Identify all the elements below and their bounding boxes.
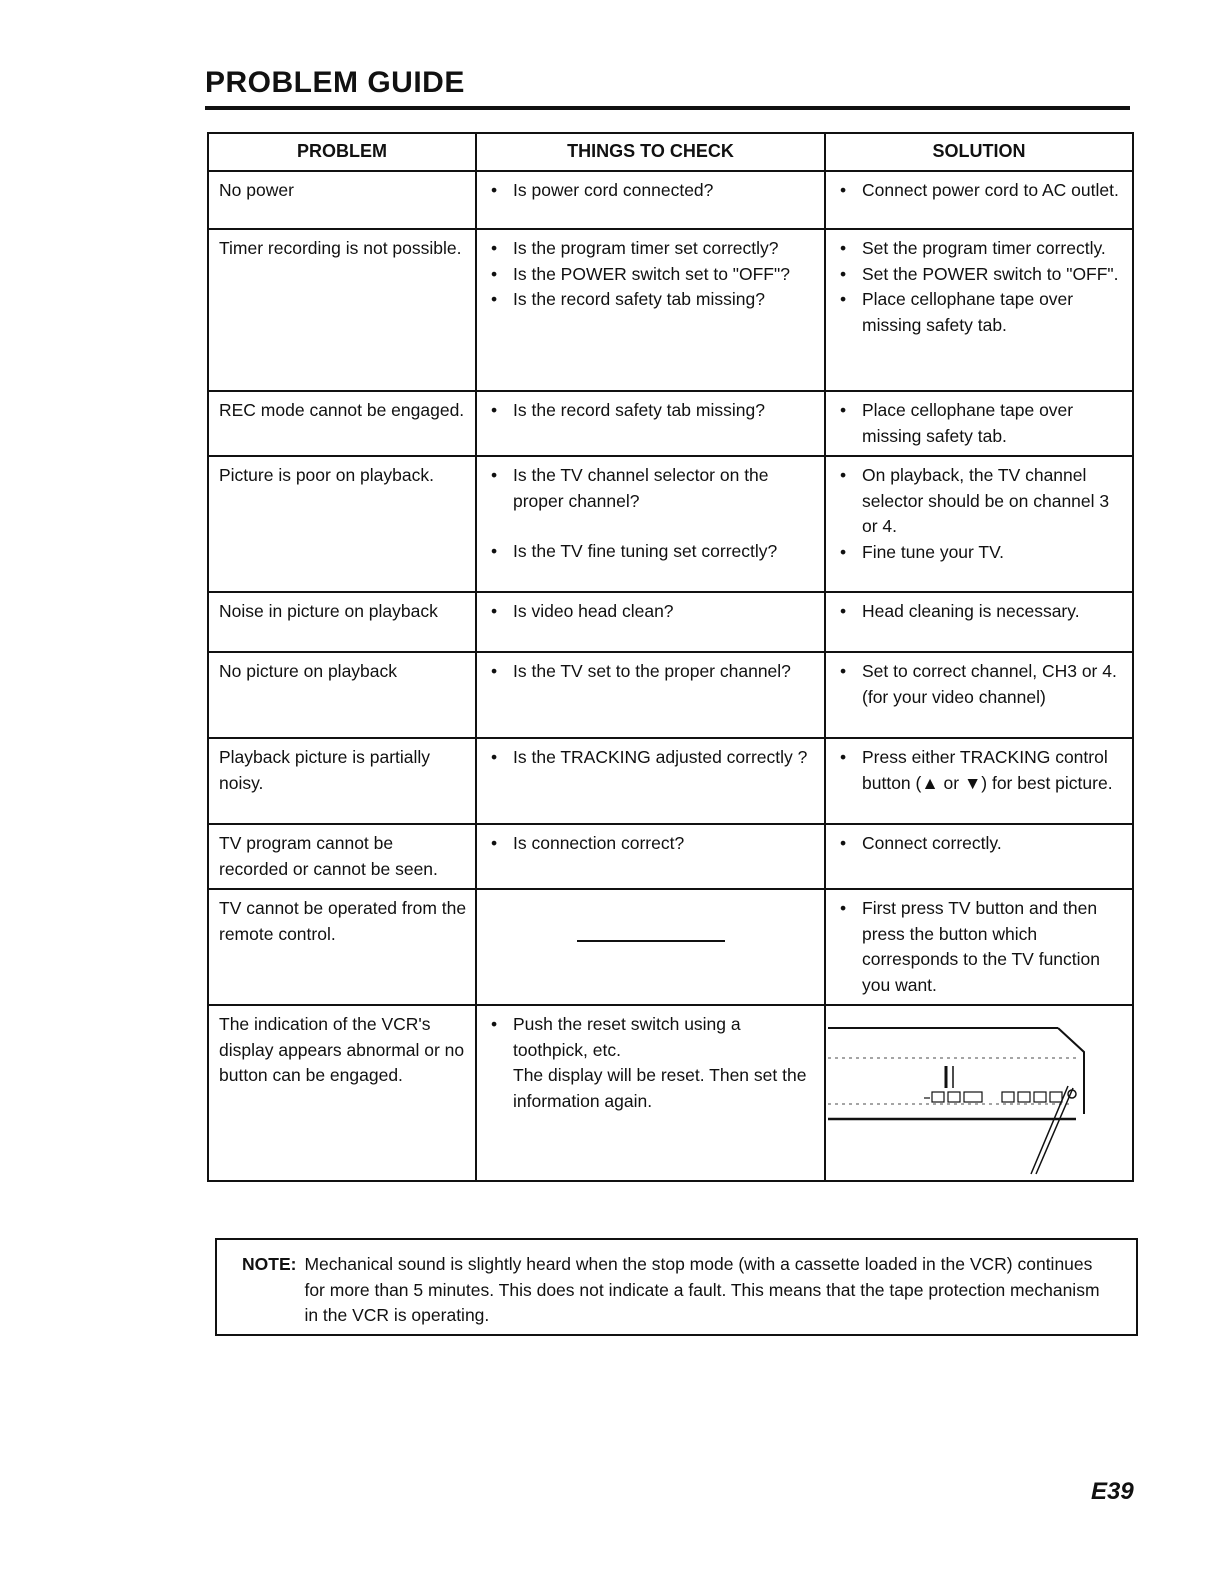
solution-cell [825, 229, 1133, 391]
solution-cell [825, 889, 1133, 1005]
solution-item: • First press TV button and then press the button which corresponds to the TV function you want. [836, 896, 1124, 998]
check-item: • Is power cord connected? [487, 178, 816, 204]
table-row [208, 391, 1133, 456]
solution-item: • Set the program timer correctly. [836, 236, 1124, 262]
check-item: • Is the TV set to the proper channel? [487, 659, 816, 685]
problem-cell: REC mode cannot be engaged. [208, 391, 476, 456]
check-item: • Is connection correct? [487, 831, 816, 857]
problem-cell: TV cannot be operated from the remote control. [208, 889, 476, 1005]
problem-cell: No power [208, 171, 476, 229]
check-cell [476, 652, 825, 738]
problem-cell: Noise in picture on playback [208, 592, 476, 652]
problem-cell: Playback picture is partially noisy. [208, 738, 476, 824]
check-item: • Is the record safety tab missing? [487, 398, 816, 424]
table-row [208, 824, 1133, 889]
no-check-dash [577, 940, 725, 942]
check-cell [476, 229, 825, 391]
check-item: • Is the record safety tab missing? [487, 287, 816, 313]
problem-guide-table [207, 132, 1134, 1182]
problem-cell: Timer recording is not possible. [208, 229, 476, 391]
check-item: • Push the reset switch using a toothpick, etc. [487, 1012, 816, 1063]
solution-item: • Set to correct channel, CH3 or 4. (for your video channel) [836, 659, 1124, 710]
table-row [208, 1005, 1133, 1181]
header-problem: PROBLEM [208, 133, 476, 171]
table-row [208, 889, 1133, 1005]
solution-item: • Place cellophane tape over missing safety tab. [836, 398, 1124, 449]
solution-item: • Connect power cord to AC outlet. [836, 178, 1124, 204]
note-box [215, 1238, 1138, 1336]
solution-item: • On playback, the TV channel selector should be on channel 3 or 4. [836, 463, 1124, 540]
note-text: Mechanical sound is slightly heard when the stop mode (with a cassette loaded in the VCR) continues for more than 5 minutes. This does not indicate a fault. This means that the tape protection mechanism in the VCR is operating. [304, 1254, 1100, 1325]
check-cell [476, 824, 825, 889]
problem-cell: The indication of the VCR's display appears abnormal or no button can be engaged. [208, 1005, 476, 1181]
check-item: • Is the program timer set correctly? [487, 236, 816, 262]
solution-cell [825, 456, 1133, 592]
solution-item: • Fine tune your TV. [836, 540, 1124, 566]
table-row [208, 738, 1133, 824]
table-header-row [208, 133, 1133, 171]
solution-cell [825, 171, 1133, 229]
solution-item: • Press either TRACKING control button (▲ or ▼) for best picture. [836, 745, 1124, 796]
solution-cell [825, 738, 1133, 824]
check-cell [476, 456, 825, 592]
table-row [208, 229, 1133, 391]
check-cell [476, 391, 825, 456]
table-row [208, 592, 1133, 652]
header-things-to-check: THINGS TO CHECK [476, 133, 825, 171]
note-label: NOTE: [242, 1254, 297, 1274]
check-cell [476, 1005, 825, 1181]
page-title: PROBLEM GUIDE [205, 66, 465, 99]
solution-cell [825, 592, 1133, 652]
solution-cell [825, 652, 1133, 738]
check-cell [476, 889, 825, 1005]
check-item: • Is video head clean? [487, 599, 816, 625]
problem-cell: Picture is poor on playback. [208, 456, 476, 592]
vcr-reset-illustration [826, 1006, 1132, 1180]
check-cell [476, 592, 825, 652]
solution-item: • Connect correctly. [836, 831, 1124, 857]
check-item: • Is the TV fine tuning set correctly? [487, 539, 816, 565]
header-solution: SOLUTION [825, 133, 1133, 171]
check-item: • Is the POWER switch set to "OFF"? [487, 262, 816, 288]
page-number: E39 [1091, 1478, 1134, 1505]
problem-cell: No picture on playback [208, 652, 476, 738]
check-item: • Is the TRACKING adjusted correctly ? [487, 745, 816, 771]
solution-cell [825, 824, 1133, 889]
solution-item: • Set the POWER switch to "OFF". [836, 262, 1124, 288]
problem-cell: TV program cannot be recorded or cannot be seen. [208, 824, 476, 889]
check-note: The display will be reset. Then set the information again. [513, 1065, 807, 1111]
check-item: • Is the TV channel selector on the proper channel? [487, 463, 816, 514]
table-row [208, 171, 1133, 229]
title-rule [205, 106, 1130, 110]
solution-item: • Place cellophane tape over missing safety tab. [836, 287, 1124, 338]
solution-cell [825, 391, 1133, 456]
table-row [208, 652, 1133, 738]
solution-cell [825, 1005, 1133, 1181]
check-cell [476, 171, 825, 229]
check-cell [476, 738, 825, 824]
solution-item: • Head cleaning is necessary. [836, 599, 1124, 625]
table-row [208, 456, 1133, 592]
